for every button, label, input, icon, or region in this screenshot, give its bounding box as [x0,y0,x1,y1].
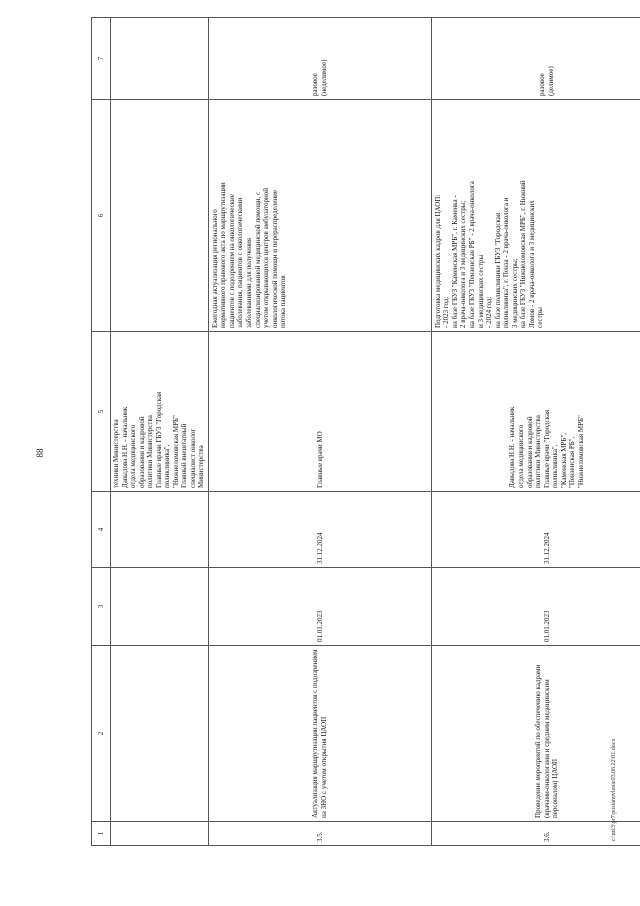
text-line: и 3 медицинских сестры [476,254,485,328]
text-line: сестры [536,307,545,328]
header-col-1: 1 [92,822,111,846]
text-line: поликлиника", [163,444,172,488]
text-line: - 2023 год: [442,296,451,328]
cell-result [111,100,209,332]
table-row-continuation [111,18,209,846]
text-line: заболеваниями для получения [244,238,253,328]
cell-type [208,18,431,100]
text-line: пациентов с подозрением на онкологические [227,194,236,328]
text-line: специализированной медицинской помощи, с [253,191,262,328]
text-line: поликлиника", г. Пенза - 2 врача-онколога и [502,197,511,328]
text-line: (делимое) [546,66,555,96]
text-line: на базе ГБУЗ "Нижнеломовская МРБ", г. Нижний [519,180,528,328]
text-line: "Каменская МРБ", [559,432,568,488]
text-line: техники Министерства [112,419,120,488]
text-line: образования и кадровой [137,416,146,488]
text-line: отдела медицинского [516,424,525,488]
text-line: политики Министерства [146,415,155,488]
header-col-5: 5 [92,332,111,492]
rotated-table-frame [91,18,585,846]
cell-type [431,18,640,100]
text-line: Ломов - 2 врача-онколога и 3 медицинских [527,200,536,328]
cell-name [111,646,209,822]
cell-responsible [431,332,640,492]
text-line: Давыдова Н.Н. - начальник [120,406,129,488]
file-path-footer: c:\mz3\pr7\postanovlenie03.06.22\01.docx [611,738,617,842]
header-col-7: 7 [92,18,111,100]
text-line: специалист онколог [188,428,197,488]
table-header-row [92,18,111,846]
text-line: нормативного правового акта по маршрутизации [219,182,228,328]
text-line: политики Министерства [534,415,543,488]
text-line: образования и кадровой [525,416,534,488]
text-line: учетом открывающихся центров амбулаторной [262,188,271,328]
cell-start: 01.01.2023 [431,568,640,646]
text-line: онкологической помощи и перераспределение [270,190,279,328]
text-line: Ежегодная актуализация регионального [210,209,219,328]
cell-result [431,100,640,332]
cell-result [208,100,431,332]
text-line: Подготовка медицинских кадров для ЦАОП: [433,194,442,328]
cell-num: 3.5. [208,822,431,846]
header-col-6: 6 [92,100,111,332]
cell-end: 31.12.2024 [208,492,431,568]
text-line: Главные врачи "Городская [542,409,551,488]
cell-end: 31.12.2024 [431,492,640,568]
table-row-3-6 [431,18,640,846]
text-line: на базе ГБУЗ "Пензенская РБ" - 2 врача-онколога [467,181,476,328]
text-line: Давыдова Н.Н. - начальник [508,406,517,488]
text-line: заболевания, пациентов с онкологическими [236,197,245,328]
text-line: на базе ГБУЗ "Каменская МРБ", г. Каменка - [450,195,459,328]
cell-num: 3.6. [431,822,640,846]
cell-name: Актуализация маршрутизации пациентов с подозрением на ЗНО с учетом открытия ЦАОП [208,646,431,822]
header-col-4: 4 [92,492,111,568]
text-line: на базе поликлиники ГБУЗ "Городская [493,212,502,328]
text-line: 2 врача-онколога и 3 медицинских сестры; [459,200,468,328]
text-line: Главный внештатный [180,423,189,488]
header-col-3: 3 [92,568,111,646]
text-line: отдела медицинского [129,424,138,488]
text-line: Главные врачи ГБУЗ "Городская [154,391,163,488]
text-line: "Пензенская РБ", [568,436,577,488]
text-line: 3 медицинских сестры; [510,258,519,328]
action-plan-table [91,17,640,846]
page-number: 88 [35,448,45,458]
text-line: "Нижнеломовская МРБ" [576,415,585,488]
text-line: поликлиника", [551,444,560,488]
text-line: разовое [538,73,547,96]
cell-start: 01.01.2023 [208,568,431,646]
cell-responsible [111,332,209,492]
table-orientation-wrapper [91,18,585,846]
table-row-3-5 [208,18,431,846]
text-line: "Нижнеломовская МРБ" [171,415,180,488]
text-line: (неделимое) [319,59,328,96]
text-line: потока пациентов [279,275,288,328]
cell-type [111,18,209,100]
text-line: разовое [311,73,320,96]
header-col-2: 2 [92,646,111,822]
cell-name: Проведение мероприятий по обеспечению кадрами (врачами-онкологами и средним медицинским персоналом) ЦАОП [431,646,640,822]
text-line: - 2024 год: [485,296,494,328]
cell-responsible: Главные врачи МО [208,332,431,492]
cell-start [111,568,209,646]
cell-end [111,492,209,568]
text-line: Министерства [197,445,206,488]
cell-num [111,822,209,846]
